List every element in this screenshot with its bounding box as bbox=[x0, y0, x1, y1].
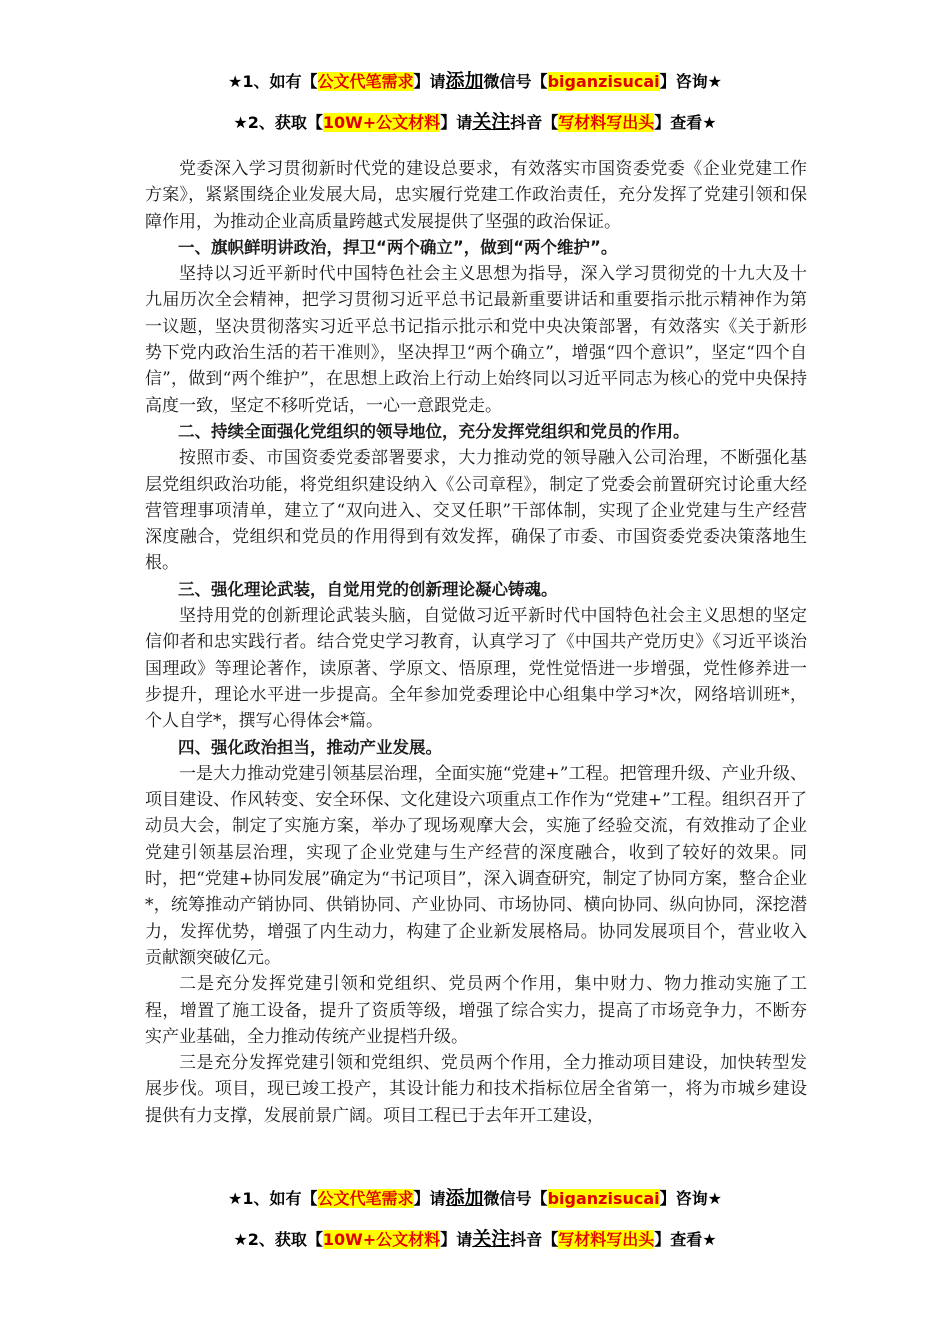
banner-suffix: 】咨询★ bbox=[659, 72, 722, 91]
footer-banner-consult bbox=[0, 1186, 950, 1211]
section-heading-2: 二、持续全面强化党组织的领导地位，充分发挥党组织和党员的作用。 bbox=[178, 421, 690, 441]
intro-paragraph: 党委深入学习贯彻新时代党的建设总要求，有效落实市国资委党委《企业党建工作方案》，紧紧围绕企业发展大局，忠实履行党建工作政治责任，充分发挥了党建引领和保障作用，为推动企业高质量跨越式发展提供了坚强的政治保证。 bbox=[145, 159, 807, 232]
body-paragraph: 坚持以习近平新时代中国特色社会主义思想为指导，深入学习贯彻党的十九大及十九届历次全会精神，把学习贯彻习近平总书记最新重要讲话和重要指示批示精神作为第一议题，坚决贯彻落实习近平总书记指示批示和党中央决策部署，有效落实《关于新形势下党内政治生活的若干准则》，坚决捍卫“两个确立”，增强“四个意识”，坚定“四个自信”，做到“两个维护”，在思想上政治上行动上始终同以习近平同志为核心的党中央保持高度一致，坚定不移听党话，一心一意跟党走。 bbox=[145, 264, 807, 416]
banner-text: 】请 bbox=[440, 113, 473, 132]
banner-text: 】请 bbox=[440, 1230, 473, 1249]
banner-emphasis: 关注 bbox=[472, 1228, 511, 1250]
banner-prefix: ★1、如有【 bbox=[228, 1189, 318, 1208]
banner-suffix: 】咨询★ bbox=[659, 1189, 722, 1208]
banner-prefix: ★2、获取【 bbox=[233, 113, 323, 132]
banner-highlight-service: 公文代笔需求 bbox=[317, 72, 414, 91]
banner-suffix: 】查看★ bbox=[654, 113, 717, 132]
header-banner-follow bbox=[0, 110, 950, 135]
section-heading-3: 三、强化理论武装，自觉用党的创新理论凝心铸魂。 bbox=[178, 579, 558, 599]
header-banner-consult bbox=[0, 69, 950, 94]
section-heading-4: 四、强化政治担当，推动产业发展。 bbox=[178, 737, 442, 757]
banner-suffix: 】查看★ bbox=[654, 1230, 717, 1249]
banner-emphasis: 添加 bbox=[445, 70, 484, 92]
banner-emphasis: 关注 bbox=[472, 111, 511, 133]
document-body bbox=[145, 156, 807, 1129]
banner-text: 】请 bbox=[413, 72, 446, 91]
banner-highlight-douyin: 写材料写出头 bbox=[558, 1230, 655, 1249]
banner-text: 】请 bbox=[413, 1189, 446, 1208]
body-paragraph: 一是大力推动党建引领基层治理，全面实施“党建+”工程。把管理升级、产业升级、项目建设、作风转变、安全环保、文化建设六项重点工作作为“党建+”工程。组织召开了动员大会，制定了实施方案，举办了现场观摩大会，实施了经验交流，有效推动了企业党建引领基层治理，实现了企业党建与生产经营的深度融合，收到了较好的效果。同时，把“党建+协同发展”确定为“书记项目”，深入调查研究，制定了协同方案，整合企业*，统筹推动产销协同、供销协同、产业协同、市场协同、横向协同、纵向协同，深挖潜力，发挥优势，增强了内生动力，构建了企业新发展格局。协同发展项目个，营业收入贡献额突破亿元。 bbox=[145, 763, 807, 968]
banner-text: 抖音【 bbox=[510, 113, 559, 132]
body-paragraph: 二是充分发挥党建引领和党组织、党员两个作用，集中财力、物力推动实施了工程，增置了施工设备，提升了资质等级，增强了综合实力，提高了市场竞争力，不断夯实产业基础，全力推动传统产业提档升级。 bbox=[145, 974, 807, 1047]
banner-highlight-materials: 10W+公文材料 bbox=[322, 1230, 441, 1249]
banner-highlight-materials: 10W+公文材料 bbox=[322, 113, 441, 132]
footer-banner-follow bbox=[0, 1227, 950, 1252]
banner-prefix: ★2、获取【 bbox=[233, 1230, 323, 1249]
body-paragraph: 三是充分发挥党建引领和党组织、党员两个作用，全力推动项目建设，加快转型发展步伐。项目，现已竣工投产，其设计能力和技术指标位居全省第一，将为市城乡建设提供有力支撑，发展前景广阔。项目工程已于去年开工建设， bbox=[145, 1053, 807, 1126]
banner-highlight-douyin: 写材料写出头 bbox=[558, 113, 655, 132]
banner-prefix: ★1、如有【 bbox=[228, 72, 318, 91]
body-paragraph: 按照市委、市国资委党委部署要求，大力推动党的领导融入公司治理，不断强化基层党组织政治功能，将党组织建设纳入《公司章程》，制定了党委会前置研究讨论重大经营管理事项清单，建立了“双向进入、交叉任职”干部体制，实现了企业党建与生产经营深度融合，党组织和党员的作用得到有效发挥，确保了市委、市国资委党委决策落地生根。 bbox=[145, 448, 807, 574]
section-heading-1: 一、旗帜鲜明讲政治，捍卫“两个确立”，做到“两个维护”。 bbox=[178, 237, 618, 257]
banner-highlight-wechat-id: biganzisucai bbox=[547, 72, 660, 91]
banner-highlight-service: 公文代笔需求 bbox=[317, 1189, 414, 1208]
banner-text: 微信号【 bbox=[483, 72, 548, 91]
body-paragraph: 坚持用党的创新理论武装头脑，自觉做习近平新时代中国特色社会主义思想的坚定信仰者和忠实践行者。结合党史学习教育，认真学习了《中国共产党历史》《习近平谈治国理政》等理论著作，读原著、学原文、悟原理，党性觉悟进一步增强，党性修养进一步提升，理论水平进一步提高。全年参加党委理论中心组集中学习*次，网络培训班*，个人自学*，撰写心得体会*篇。 bbox=[145, 606, 807, 732]
banner-text: 抖音【 bbox=[510, 1230, 559, 1249]
banner-text: 微信号【 bbox=[483, 1189, 548, 1208]
banner-emphasis: 添加 bbox=[445, 1187, 484, 1209]
banner-highlight-wechat-id: biganzisucai bbox=[547, 1189, 660, 1208]
